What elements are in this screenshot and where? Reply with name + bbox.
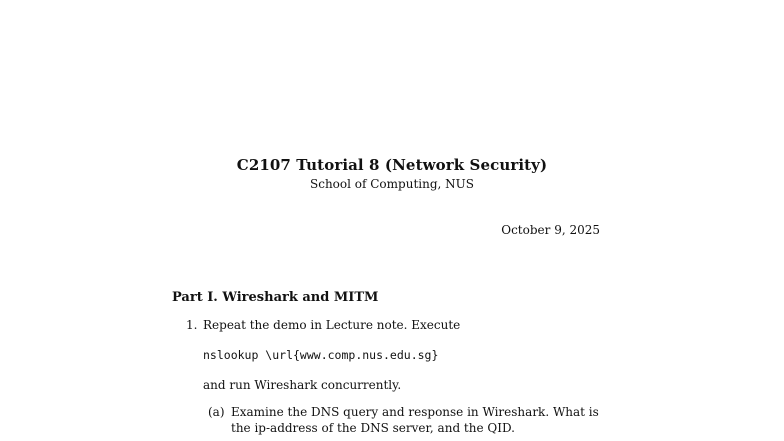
list-item-text: Repeat the demo in Lecture note. Execute [203, 318, 461, 332]
list-item-number: 1. [186, 318, 198, 332]
code-command: nslookup \url{www.comp.nus.edu.sg} [203, 348, 439, 362]
sub-list-item-text: Examine the DNS query and response in Wireshark. What is the ip-address of the DNS server, and the QID. [231, 405, 599, 435]
document-title: C2107 Tutorial 8 (Network Security) [236, 156, 548, 174]
document-date: October 9, 2025 [501, 223, 600, 237]
section-heading: Part I. Wireshark and MITM [172, 290, 379, 305]
sub-list-item [208, 404, 618, 436]
sub-list-item-label: (a) [208, 405, 225, 419]
list-item-followup-text: and run Wireshark concurrently. [203, 378, 402, 392]
list-item [186, 318, 460, 332]
document-subtitle: School of Computing, NUS [310, 177, 474, 191]
